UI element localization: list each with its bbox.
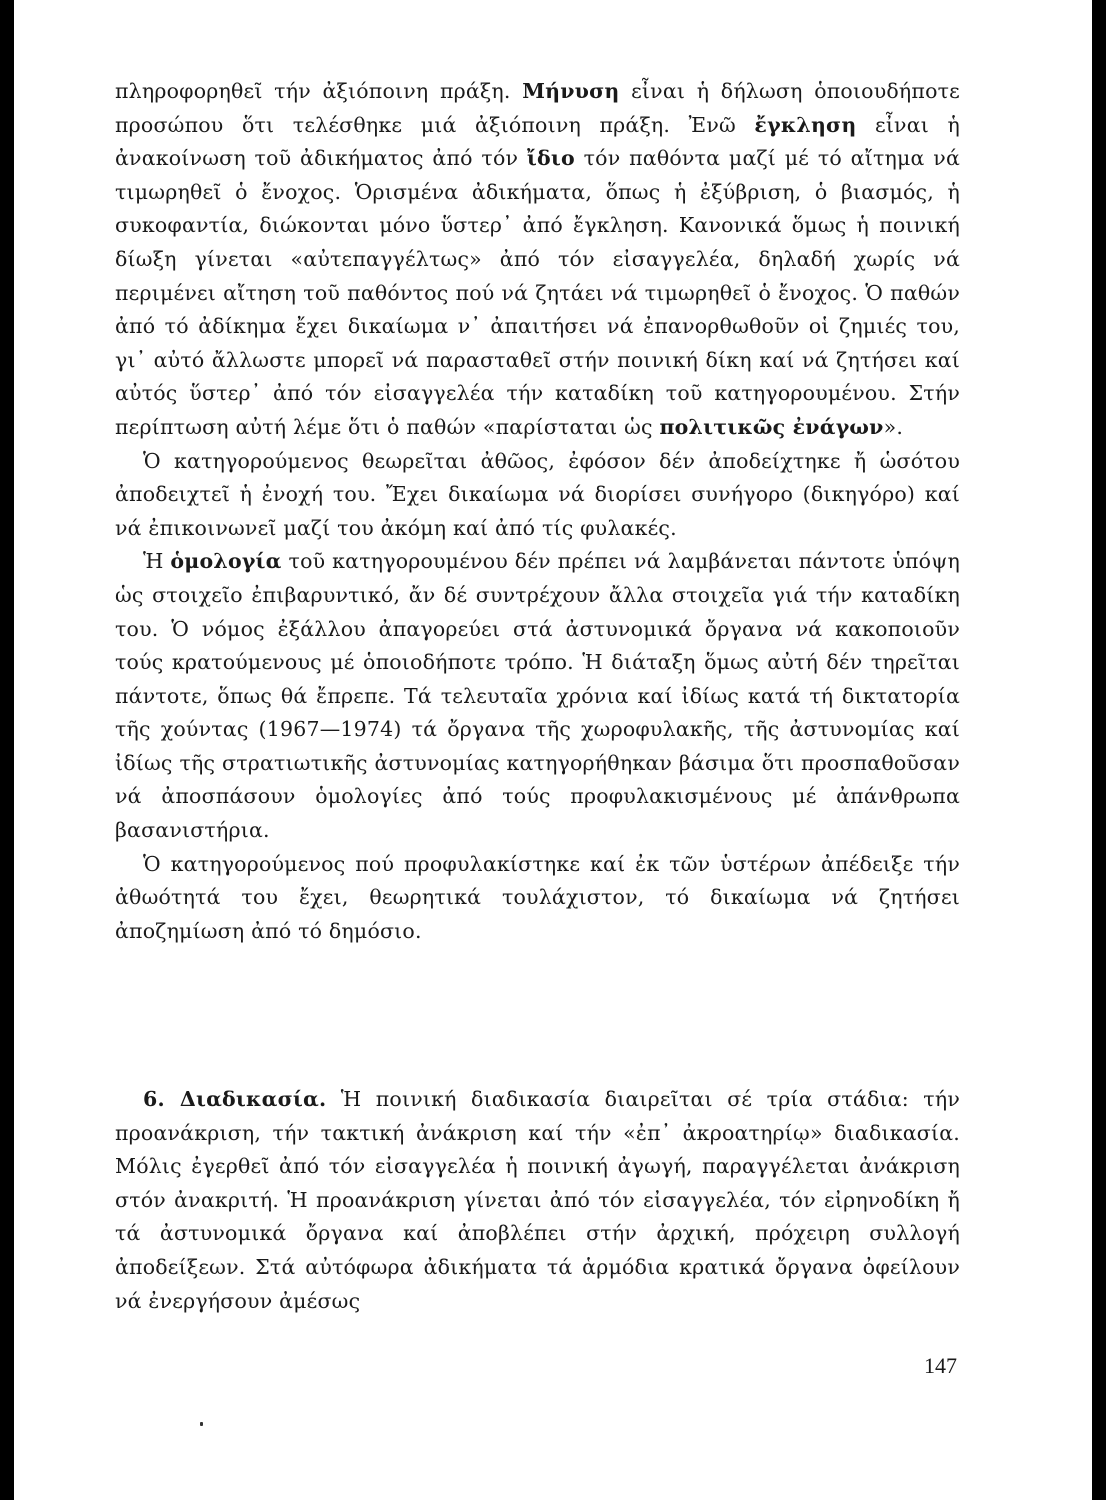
text-span: εἶναι ἡ δήλωση ὁποιουδήποτε προσώπου ὅτι τελέσθηκε μιά ἀξιόποινη πράξη. Ἐνῶ — [115, 79, 960, 137]
paragraph-3 — [115, 545, 960, 847]
page-number: 147 — [924, 1353, 957, 1378]
text-span: Ἡ — [143, 549, 171, 574]
body-text-upper — [115, 75, 960, 948]
paragraph-section-6 — [115, 1083, 960, 1318]
term-egklisi: ἔγκληση — [754, 112, 857, 137]
term-politikos-enagon: πολιτικῶς ἐνάγων — [659, 414, 884, 439]
paragraph-2: Ὁ κατηγορούμενος θεωρεῖται ἀθῶος, ἐφόσον δέν ἀποδείχτηκε ἤ ὡσότου ἀποδειχτεῖ ἡ ἐνοχή του. Ἔχει δικαίωμα νά διορίσει συνήγορο (δικηγόρο) καί νά ἐπικοινωνεῖ μαζί του ἀκόμη καί ἀπό τίς φυλακές. — [115, 448, 960, 540]
section-heading: 6. Διαδικασία. — [143, 1087, 327, 1111]
text-span: εἶναι ἡ ἀνακοίνωση τοῦ ἀδικήματος ἀπό τόν — [115, 112, 960, 171]
term-idio: ἴδιο — [526, 146, 575, 171]
text-span: ». — [883, 414, 904, 439]
text-span: Ἡ ποινική διαδικασία διαιρεῖται σέ τρία στάδια: τήν προανάκριση, τήν τακτική ἀνάκριση καί τήν «ἐπ᾽ ἀκροατηρίῳ» διαδικασία. Μόλις ἐγερθεῖ ἀπό τόν εἰσαγγελέα ἡ ποινική ἀγωγή, παραγγέλεται ἀνάκριση στόν ἀνακριτή. Ἡ προανάκριση γίνεται ἀπό τόν εἰσαγγελέα, τόν εἰρηνοδίκη ἤ τά ἀστυνομικά ὄργανα καί ἀποβλέπει στήν ἀρχική, πρόχειρη συλλογή ἀποδείξεων. Στά αὐτόφωρα ἀδικήματα τά ἁρμόδια κρατικά ὄργανα ὀφείλουν νά ἐνεργήσουν ἀμέσως — [115, 1087, 960, 1313]
paragraph-1 — [115, 75, 960, 445]
term-minysi: Μήνυση — [522, 79, 620, 103]
paragraph-4: Ὁ κατηγορούμενος πού προφυλακίστηκε καί ἐκ τῶν ὑστέρων ἀπέδειξε τήν ἀθωότητά του ἔχει, θεωρητικά τουλάχιστον, τό δικαίωμα νά ζητήσει ἀποζημίωση ἀπό τό δημόσιο. — [115, 851, 960, 943]
text-span: τόν παθόντα μαζί μέ τό αἴτημα νά τιμωρηθεῖ ὁ ἔνοχος. Ὁρισμένα ἀδικήματα, ὅπως ἡ ἐξύβριση, ὁ βιασμός, ἡ συκοφαντία, διώκονται μόνο ὕστερ᾽ ἀπό ἔγκληση. Κανονικά ὅμως ἡ ποινική δίωξη γίνεται «αὐτεπαγγέλτως» ἀπό τόν εἰσαγγελέα, δηλαδή χωρίς νά περιμένει αἴτηση τοῦ παθόντος πού νά ζητάει νά τιμωρηθεῖ ὁ ἔνοχος. Ὁ παθών ἀπό τό ἀδίκημα ἔχει δικαίωμα ν᾽ ἀπαιτήσει νά ἐπανορθωθοῦν οἱ ζημιές του, γι᾽ αὐτό ἄλλωστε μπορεῖ νά παρασταθεῖ στήν ποινική δίκη καί νά ζητήσει καί αὐτός ὕστερ᾽ ἀπό τόν εἰσαγγελέα τήν καταδίκη τοῦ κατηγορουμένου. Στήν περίπτωση αὐτή λέμε ὅτι ὁ παθών «παρίσταται ὡς — [115, 146, 960, 439]
scan-speck — [200, 1422, 203, 1426]
body-text-section-6 — [115, 1083, 960, 1318]
text-span: τοῦ κατηγορουμένου δέν πρέπει νά λαμβάνεται πάντοτε ὑπόψη ὡς στοιχεῖο ἐπιβαρυντικό, ἄν δέ συντρέχουν ἄλλα στοιχεῖα γιά τήν καταδίκη του. Ὁ νόμος ἐξάλλου ἀπαγορεύει στά ἀστυνομικά ὄργανα νά κακοποιοῦν τούς κρατούμενους μέ ὁποιοδήποτε τρόπο. Ἡ διάταξη ὅμως αὐτή δέν τηρεῖται πάντοτε, ὅπως θά ἔπρεπε. Τά τελευταῖα χρόνια καί ἰδίως κατά τή δικτατορία τῆς χούντας (1967—1974) τά ὄργανα τῆς χωροφυλακῆς, τῆς ἀστυνομίας καί ἰδίως τῆς στρατιωτικῆς ἀστυνομίας κατηγορήθηκαν βάσιμα ὅτι προσπαθοῦσαν νά ἀποσπάσουν ὁμολογίες ἀπό τούς προφυλακισμένους μέ ἀπάνθρωπα βασανιστήρια. — [115, 549, 960, 843]
scan-border-right — [1092, 0, 1106, 1500]
scan-border-left — [0, 0, 14, 1500]
text-span: πληροφορηθεῖ τήν ἀξιόποινη πράξη. — [115, 79, 523, 103]
term-omologia: ὁμολογία — [170, 549, 282, 574]
